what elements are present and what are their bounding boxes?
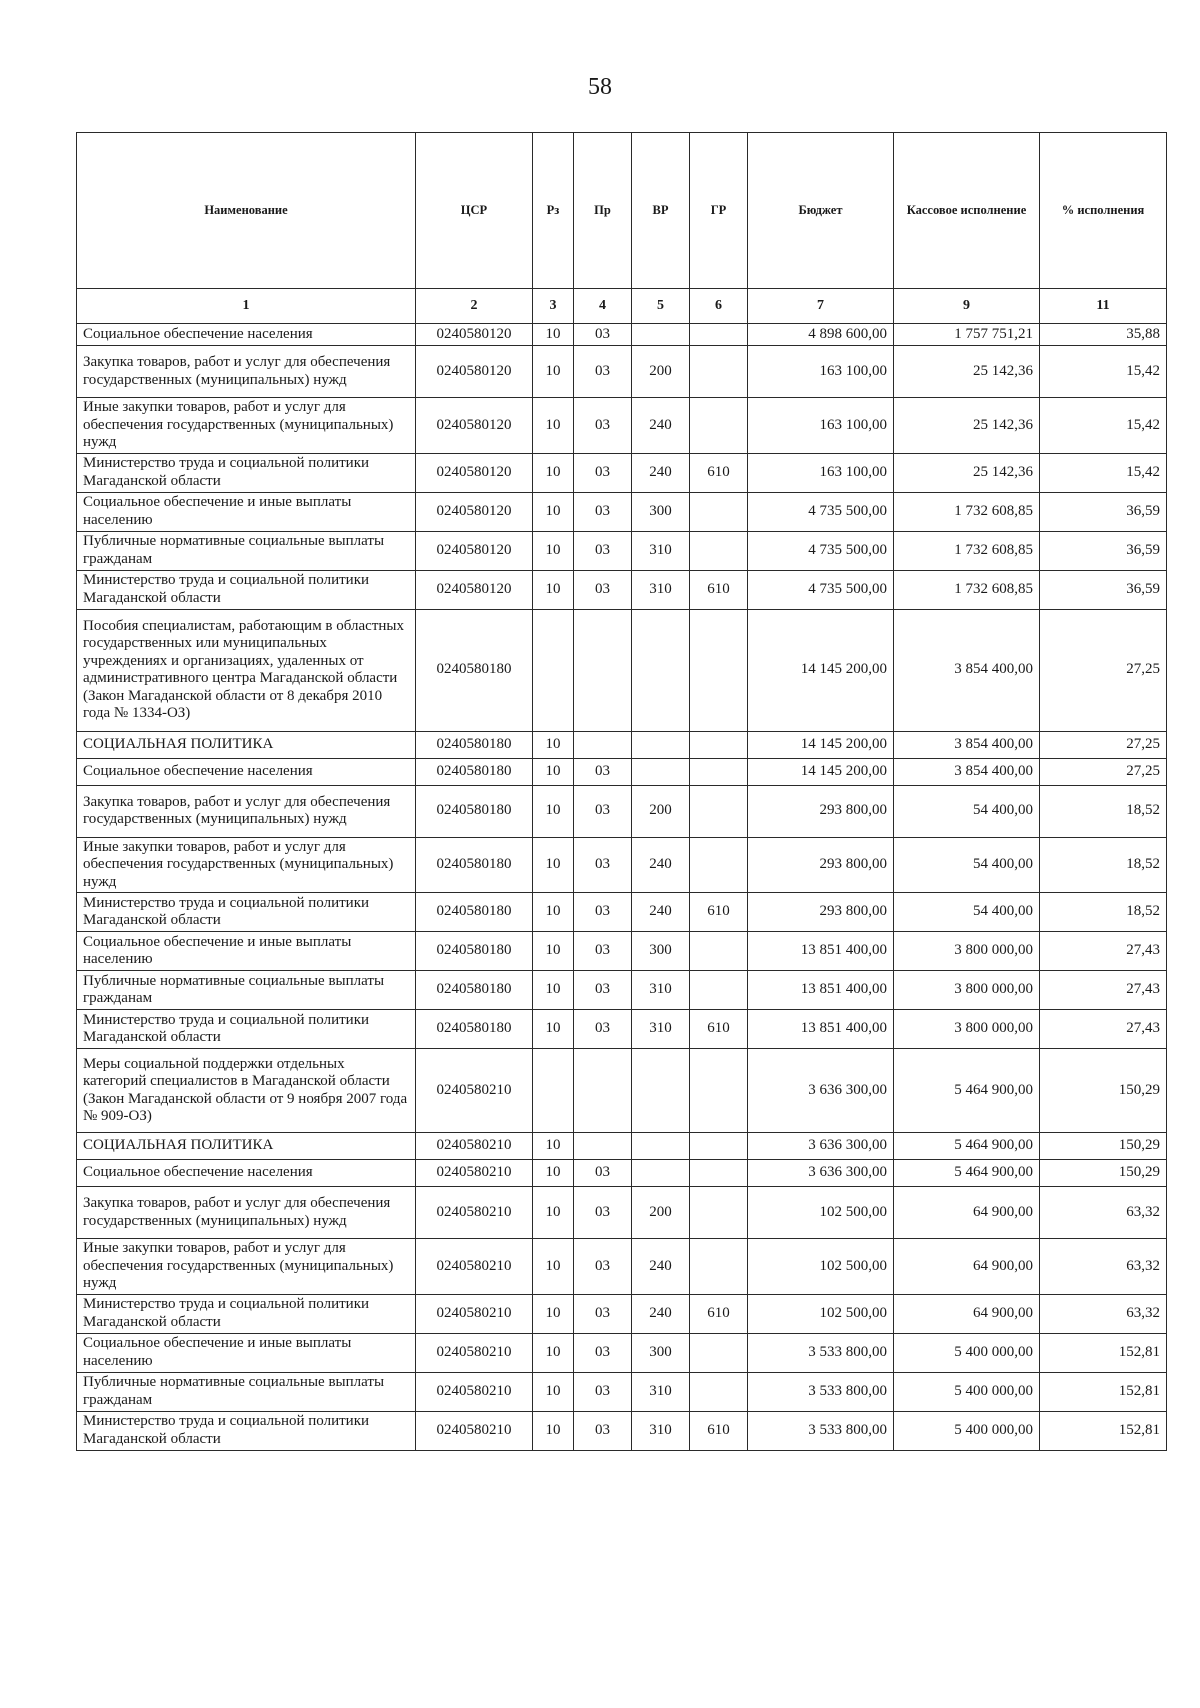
row-rz-cell: 10: [533, 324, 574, 346]
page-number: 58: [588, 74, 612, 100]
row-csr-cell: 0240580120: [416, 531, 533, 570]
table-row: [77, 1294, 1167, 1333]
column-number: 5: [632, 289, 690, 324]
header-pr: Пр: [574, 133, 632, 289]
row-rz-cell: 10: [533, 492, 574, 531]
row-percent-cell: 35,88: [1040, 324, 1167, 346]
row-cash-execution-cell: 1 757 751,21: [894, 324, 1040, 346]
row-vr-cell: 240: [632, 1239, 690, 1295]
table-row: [77, 1239, 1167, 1295]
column-number: 3: [533, 289, 574, 324]
row-cash-execution-cell: 3 800 000,00: [894, 971, 1040, 1010]
row-cash-execution-cell: 5 464 900,00: [894, 1049, 1040, 1133]
row-vr-cell: [632, 1049, 690, 1133]
table-row: [77, 398, 1167, 454]
row-name-cell: Публичные нормативные социальные выплаты гражданам: [77, 1372, 416, 1411]
row-name-cell: СОЦИАЛЬНАЯ ПОЛИТИКА: [77, 1133, 416, 1160]
row-rz-cell: 10: [533, 1411, 574, 1450]
row-rz-cell: 10: [533, 346, 574, 398]
row-percent-cell: 150,29: [1040, 1160, 1167, 1187]
table-row: [77, 932, 1167, 971]
row-name-cell: Социальное обеспечение и иные выплаты населению: [77, 1333, 416, 1372]
row-percent-cell: 63,32: [1040, 1187, 1167, 1239]
row-name-cell: Закупка товаров, работ и услуг для обеспечения государственных (муниципальных) нужд: [77, 785, 416, 837]
row-vr-cell: 300: [632, 492, 690, 531]
row-rz-cell: 10: [533, 1160, 574, 1187]
row-name-cell: Министерство труда и социальной политики Магаданской области: [77, 1294, 416, 1333]
row-pr-cell: 03: [574, 531, 632, 570]
row-vr-cell: 310: [632, 1010, 690, 1049]
row-cash-execution-cell: 64 900,00: [894, 1187, 1040, 1239]
row-pr-cell: 03: [574, 1160, 632, 1187]
row-pr-cell: 03: [574, 1239, 632, 1295]
row-gr-cell: [690, 785, 748, 837]
row-rz-cell: 10: [533, 1010, 574, 1049]
row-percent-cell: 63,32: [1040, 1294, 1167, 1333]
table-row: [77, 1010, 1167, 1049]
row-cash-execution-cell: 25 142,36: [894, 453, 1040, 492]
row-percent-cell: 27,43: [1040, 971, 1167, 1010]
row-gr-cell: [690, 971, 748, 1010]
row-csr-cell: 0240580180: [416, 932, 533, 971]
row-budget-cell: 3 636 300,00: [748, 1133, 894, 1160]
row-budget-cell: 4 735 500,00: [748, 570, 894, 609]
row-budget-cell: 102 500,00: [748, 1294, 894, 1333]
row-rz-cell: 10: [533, 785, 574, 837]
row-name-cell: Пособия специалистам, работающим в областных государственных или муниципальных учреждениях и организациях, удаленных от административного центра Магаданской области (Закон Магаданской области от 8 декабря 2010 года № 1334-ОЗ): [77, 609, 416, 731]
row-csr-cell: 0240580120: [416, 324, 533, 346]
header-gr: ГР: [690, 133, 748, 289]
row-pr-cell: 03: [574, 1294, 632, 1333]
table-row: [77, 453, 1167, 492]
row-percent-cell: 150,29: [1040, 1049, 1167, 1133]
row-percent-cell: 27,43: [1040, 932, 1167, 971]
row-vr-cell: [632, 758, 690, 785]
row-pr-cell: 03: [574, 398, 632, 454]
row-vr-cell: 240: [632, 1294, 690, 1333]
row-gr-cell: [690, 758, 748, 785]
row-cash-execution-cell: 5 464 900,00: [894, 1160, 1040, 1187]
row-rz-cell: 10: [533, 398, 574, 454]
row-percent-cell: 15,42: [1040, 453, 1167, 492]
row-cash-execution-cell: 1 732 608,85: [894, 492, 1040, 531]
row-cash-execution-cell: 54 400,00: [894, 837, 1040, 893]
row-csr-cell: 0240580210: [416, 1160, 533, 1187]
row-pr-cell: 03: [574, 346, 632, 398]
row-cash-execution-cell: 1 732 608,85: [894, 570, 1040, 609]
row-cash-execution-cell: 3 854 400,00: [894, 731, 1040, 758]
header-vr: ВР: [632, 133, 690, 289]
row-percent-cell: 15,42: [1040, 346, 1167, 398]
row-rz-cell: 10: [533, 1133, 574, 1160]
row-cash-execution-cell: 3 800 000,00: [894, 1010, 1040, 1049]
row-budget-cell: 4 735 500,00: [748, 531, 894, 570]
header-csr: ЦСР: [416, 133, 533, 289]
row-name-cell: Иные закупки товаров, работ и услуг для обеспечения государственных (муниципальных) нужд: [77, 1239, 416, 1295]
table-row: [77, 1049, 1167, 1133]
row-pr-cell: 03: [574, 758, 632, 785]
row-budget-cell: 102 500,00: [748, 1239, 894, 1295]
row-rz-cell: 10: [533, 1294, 574, 1333]
row-percent-cell: 27,25: [1040, 609, 1167, 731]
table-row: [77, 1333, 1167, 1372]
row-percent-cell: 36,59: [1040, 492, 1167, 531]
row-gr-cell: [690, 837, 748, 893]
row-percent-cell: 27,25: [1040, 758, 1167, 785]
row-gr-cell: 610: [690, 893, 748, 932]
row-pr-cell: 03: [574, 1333, 632, 1372]
row-name-cell: Министерство труда и социальной политики Магаданской области: [77, 570, 416, 609]
row-pr-cell: 03: [574, 837, 632, 893]
row-cash-execution-cell: 5 400 000,00: [894, 1372, 1040, 1411]
row-gr-cell: 610: [690, 453, 748, 492]
row-vr-cell: 310: [632, 531, 690, 570]
row-csr-cell: 0240580210: [416, 1239, 533, 1295]
row-pr-cell: 03: [574, 971, 632, 1010]
row-rz-cell: 10: [533, 971, 574, 1010]
table-row: [77, 837, 1167, 893]
row-pr-cell: 03: [574, 1372, 632, 1411]
row-name-cell: Социальное обеспечение населения: [77, 758, 416, 785]
row-vr-cell: 240: [632, 453, 690, 492]
row-budget-cell: 293 800,00: [748, 785, 894, 837]
row-gr-cell: [690, 1187, 748, 1239]
column-number-row: [77, 289, 1167, 324]
row-percent-cell: 27,43: [1040, 1010, 1167, 1049]
row-csr-cell: 0240580180: [416, 758, 533, 785]
row-rz-cell: 10: [533, 932, 574, 971]
row-pr-cell: 03: [574, 492, 632, 531]
row-csr-cell: 0240580210: [416, 1333, 533, 1372]
row-pr-cell: 03: [574, 785, 632, 837]
row-gr-cell: [690, 1239, 748, 1295]
header-rz: Рз: [533, 133, 574, 289]
table-row: [77, 324, 1167, 346]
row-budget-cell: 3 636 300,00: [748, 1049, 894, 1133]
row-csr-cell: 0240580180: [416, 971, 533, 1010]
table-row: [77, 346, 1167, 398]
row-gr-cell: [690, 492, 748, 531]
row-vr-cell: 240: [632, 398, 690, 454]
row-gr-cell: [690, 1133, 748, 1160]
table-row: [77, 1372, 1167, 1411]
row-csr-cell: 0240580180: [416, 893, 533, 932]
row-cash-execution-cell: 5 464 900,00: [894, 1133, 1040, 1160]
row-cash-execution-cell: 54 400,00: [894, 893, 1040, 932]
row-budget-cell: 3 533 800,00: [748, 1411, 894, 1450]
table-row: [77, 758, 1167, 785]
row-rz-cell: 10: [533, 570, 574, 609]
row-name-cell: СОЦИАЛЬНАЯ ПОЛИТИКА: [77, 731, 416, 758]
row-csr-cell: 0240580120: [416, 570, 533, 609]
column-number: 9: [894, 289, 1040, 324]
row-budget-cell: 3 533 800,00: [748, 1333, 894, 1372]
row-csr-cell: 0240580210: [416, 1294, 533, 1333]
row-budget-cell: 14 145 200,00: [748, 758, 894, 785]
row-budget-cell: 3 636 300,00: [748, 1160, 894, 1187]
row-budget-cell: 4 735 500,00: [748, 492, 894, 531]
row-budget-cell: 102 500,00: [748, 1187, 894, 1239]
table-row: [77, 570, 1167, 609]
row-cash-execution-cell: 64 900,00: [894, 1294, 1040, 1333]
column-number: 11: [1040, 289, 1167, 324]
row-gr-cell: 610: [690, 1010, 748, 1049]
row-percent-cell: 152,81: [1040, 1333, 1167, 1372]
row-rz-cell: 10: [533, 731, 574, 758]
row-percent-cell: 152,81: [1040, 1411, 1167, 1450]
row-rz-cell: 10: [533, 1239, 574, 1295]
row-pr-cell: [574, 1049, 632, 1133]
row-csr-cell: 0240580180: [416, 785, 533, 837]
row-cash-execution-cell: 3 854 400,00: [894, 758, 1040, 785]
row-pr-cell: 03: [574, 453, 632, 492]
row-budget-cell: 163 100,00: [748, 453, 894, 492]
row-pr-cell: 03: [574, 324, 632, 346]
row-vr-cell: [632, 731, 690, 758]
row-name-cell: Иные закупки товаров, работ и услуг для обеспечения государственных (муниципальных) нужд: [77, 837, 416, 893]
row-rz-cell: 10: [533, 758, 574, 785]
header-name: Наименование: [77, 133, 416, 289]
row-cash-execution-cell: 5 400 000,00: [894, 1411, 1040, 1450]
header-budget: Бюджет: [748, 133, 894, 289]
row-percent-cell: 18,52: [1040, 785, 1167, 837]
row-rz-cell: [533, 609, 574, 731]
row-gr-cell: [690, 609, 748, 731]
table-row: [77, 531, 1167, 570]
row-percent-cell: 152,81: [1040, 1372, 1167, 1411]
row-vr-cell: 310: [632, 1411, 690, 1450]
row-name-cell: Закупка товаров, работ и услуг для обеспечения государственных (муниципальных) нужд: [77, 346, 416, 398]
row-gr-cell: [690, 346, 748, 398]
row-pr-cell: [574, 731, 632, 758]
header-percent-execution: % исполнения: [1040, 133, 1167, 289]
table-row: [77, 1411, 1167, 1450]
column-number: 1: [77, 289, 416, 324]
row-name-cell: Социальное обеспечение и иные выплаты населению: [77, 932, 416, 971]
row-pr-cell: 03: [574, 570, 632, 609]
table-body: [77, 324, 1167, 1451]
table-row: [77, 1187, 1167, 1239]
row-vr-cell: 300: [632, 932, 690, 971]
row-csr-cell: 0240580210: [416, 1049, 533, 1133]
column-number: 2: [416, 289, 533, 324]
row-gr-cell: [690, 932, 748, 971]
row-rz-cell: 10: [533, 1333, 574, 1372]
row-gr-cell: [690, 1049, 748, 1133]
row-cash-execution-cell: 3 854 400,00: [894, 609, 1040, 731]
row-pr-cell: 03: [574, 1010, 632, 1049]
row-name-cell: Социальное обеспечение населения: [77, 324, 416, 346]
row-percent-cell: 63,32: [1040, 1239, 1167, 1295]
row-gr-cell: [690, 398, 748, 454]
row-percent-cell: 150,29: [1040, 1133, 1167, 1160]
row-rz-cell: 10: [533, 531, 574, 570]
table-row: [77, 492, 1167, 531]
row-rz-cell: [533, 1049, 574, 1133]
row-budget-cell: 13 851 400,00: [748, 971, 894, 1010]
row-pr-cell: 03: [574, 1187, 632, 1239]
row-cash-execution-cell: 64 900,00: [894, 1239, 1040, 1295]
row-gr-cell: [690, 1372, 748, 1411]
row-csr-cell: 0240580210: [416, 1411, 533, 1450]
row-csr-cell: 0240580120: [416, 492, 533, 531]
row-gr-cell: [690, 1333, 748, 1372]
table-row: [77, 971, 1167, 1010]
row-pr-cell: 03: [574, 893, 632, 932]
row-csr-cell: 0240580210: [416, 1372, 533, 1411]
row-csr-cell: 0240580120: [416, 346, 533, 398]
row-csr-cell: 0240580120: [416, 398, 533, 454]
column-number: 4: [574, 289, 632, 324]
row-name-cell: Иные закупки товаров, работ и услуг для обеспечения государственных (муниципальных) нужд: [77, 398, 416, 454]
row-vr-cell: [632, 609, 690, 731]
table-row: [77, 731, 1167, 758]
row-gr-cell: [690, 531, 748, 570]
row-budget-cell: 14 145 200,00: [748, 609, 894, 731]
row-csr-cell: 0240580210: [416, 1133, 533, 1160]
row-name-cell: Меры социальной поддержки отдельных категорий специалистов в Магаданской области (Закон Магаданской области от 9 ноября 2007 года № 909-ОЗ): [77, 1049, 416, 1133]
row-vr-cell: 300: [632, 1333, 690, 1372]
row-budget-cell: 163 100,00: [748, 398, 894, 454]
table-row: [77, 609, 1167, 731]
row-csr-cell: 0240580180: [416, 609, 533, 731]
row-csr-cell: 0240580180: [416, 1010, 533, 1049]
row-cash-execution-cell: 25 142,36: [894, 346, 1040, 398]
row-cash-execution-cell: 54 400,00: [894, 785, 1040, 837]
row-csr-cell: 0240580210: [416, 1187, 533, 1239]
row-gr-cell: 610: [690, 1294, 748, 1333]
column-number: 7: [748, 289, 894, 324]
row-csr-cell: 0240580180: [416, 837, 533, 893]
budget-execution-table: [76, 132, 1167, 1451]
row-budget-cell: 293 800,00: [748, 893, 894, 932]
row-percent-cell: 27,25: [1040, 731, 1167, 758]
row-budget-cell: 13 851 400,00: [748, 1010, 894, 1049]
row-vr-cell: [632, 1160, 690, 1187]
row-gr-cell: [690, 1160, 748, 1187]
row-budget-cell: 4 898 600,00: [748, 324, 894, 346]
row-gr-cell: [690, 731, 748, 758]
row-name-cell: Министерство труда и социальной политики Магаданской области: [77, 893, 416, 932]
row-budget-cell: 13 851 400,00: [748, 932, 894, 971]
row-cash-execution-cell: 3 800 000,00: [894, 932, 1040, 971]
row-name-cell: Публичные нормативные социальные выплаты гражданам: [77, 971, 416, 1010]
header-cash-execution: Кассовое исполнение: [894, 133, 1040, 289]
row-vr-cell: 200: [632, 1187, 690, 1239]
row-vr-cell: 200: [632, 346, 690, 398]
row-budget-cell: 163 100,00: [748, 346, 894, 398]
row-rz-cell: 10: [533, 1372, 574, 1411]
row-name-cell: Министерство труда и социальной политики Магаданской области: [77, 453, 416, 492]
table-row: [77, 1160, 1167, 1187]
row-vr-cell: 240: [632, 893, 690, 932]
row-gr-cell: 610: [690, 570, 748, 609]
row-rz-cell: 10: [533, 1187, 574, 1239]
row-cash-execution-cell: 25 142,36: [894, 398, 1040, 454]
row-vr-cell: [632, 324, 690, 346]
row-rz-cell: 10: [533, 837, 574, 893]
row-cash-execution-cell: 1 732 608,85: [894, 531, 1040, 570]
row-percent-cell: 36,59: [1040, 531, 1167, 570]
row-name-cell: Социальное обеспечение населения: [77, 1160, 416, 1187]
row-percent-cell: 18,52: [1040, 837, 1167, 893]
row-name-cell: Министерство труда и социальной политики Магаданской области: [77, 1010, 416, 1049]
header-row: [77, 133, 1167, 289]
row-rz-cell: 10: [533, 893, 574, 932]
row-name-cell: Министерство труда и социальной политики Магаданской области: [77, 1411, 416, 1450]
table-row: [77, 1133, 1167, 1160]
row-budget-cell: 293 800,00: [748, 837, 894, 893]
row-gr-cell: [690, 324, 748, 346]
row-percent-cell: 36,59: [1040, 570, 1167, 609]
row-csr-cell: 0240580180: [416, 731, 533, 758]
row-name-cell: Закупка товаров, работ и услуг для обеспечения государственных (муниципальных) нужд: [77, 1187, 416, 1239]
table-row: [77, 893, 1167, 932]
row-vr-cell: [632, 1133, 690, 1160]
row-name-cell: Социальное обеспечение и иные выплаты населению: [77, 492, 416, 531]
row-pr-cell: 03: [574, 932, 632, 971]
row-vr-cell: 200: [632, 785, 690, 837]
row-vr-cell: 310: [632, 971, 690, 1010]
row-name-cell: Публичные нормативные социальные выплаты гражданам: [77, 531, 416, 570]
row-rz-cell: 10: [533, 453, 574, 492]
row-pr-cell: 03: [574, 1411, 632, 1450]
row-percent-cell: 18,52: [1040, 893, 1167, 932]
row-csr-cell: 0240580120: [416, 453, 533, 492]
row-vr-cell: 310: [632, 570, 690, 609]
row-pr-cell: [574, 609, 632, 731]
table-row: [77, 785, 1167, 837]
column-number: 6: [690, 289, 748, 324]
row-cash-execution-cell: 5 400 000,00: [894, 1333, 1040, 1372]
row-budget-cell: 14 145 200,00: [748, 731, 894, 758]
row-vr-cell: 310: [632, 1372, 690, 1411]
row-vr-cell: 240: [632, 837, 690, 893]
row-budget-cell: 3 533 800,00: [748, 1372, 894, 1411]
row-pr-cell: [574, 1133, 632, 1160]
row-percent-cell: 15,42: [1040, 398, 1167, 454]
row-gr-cell: 610: [690, 1411, 748, 1450]
